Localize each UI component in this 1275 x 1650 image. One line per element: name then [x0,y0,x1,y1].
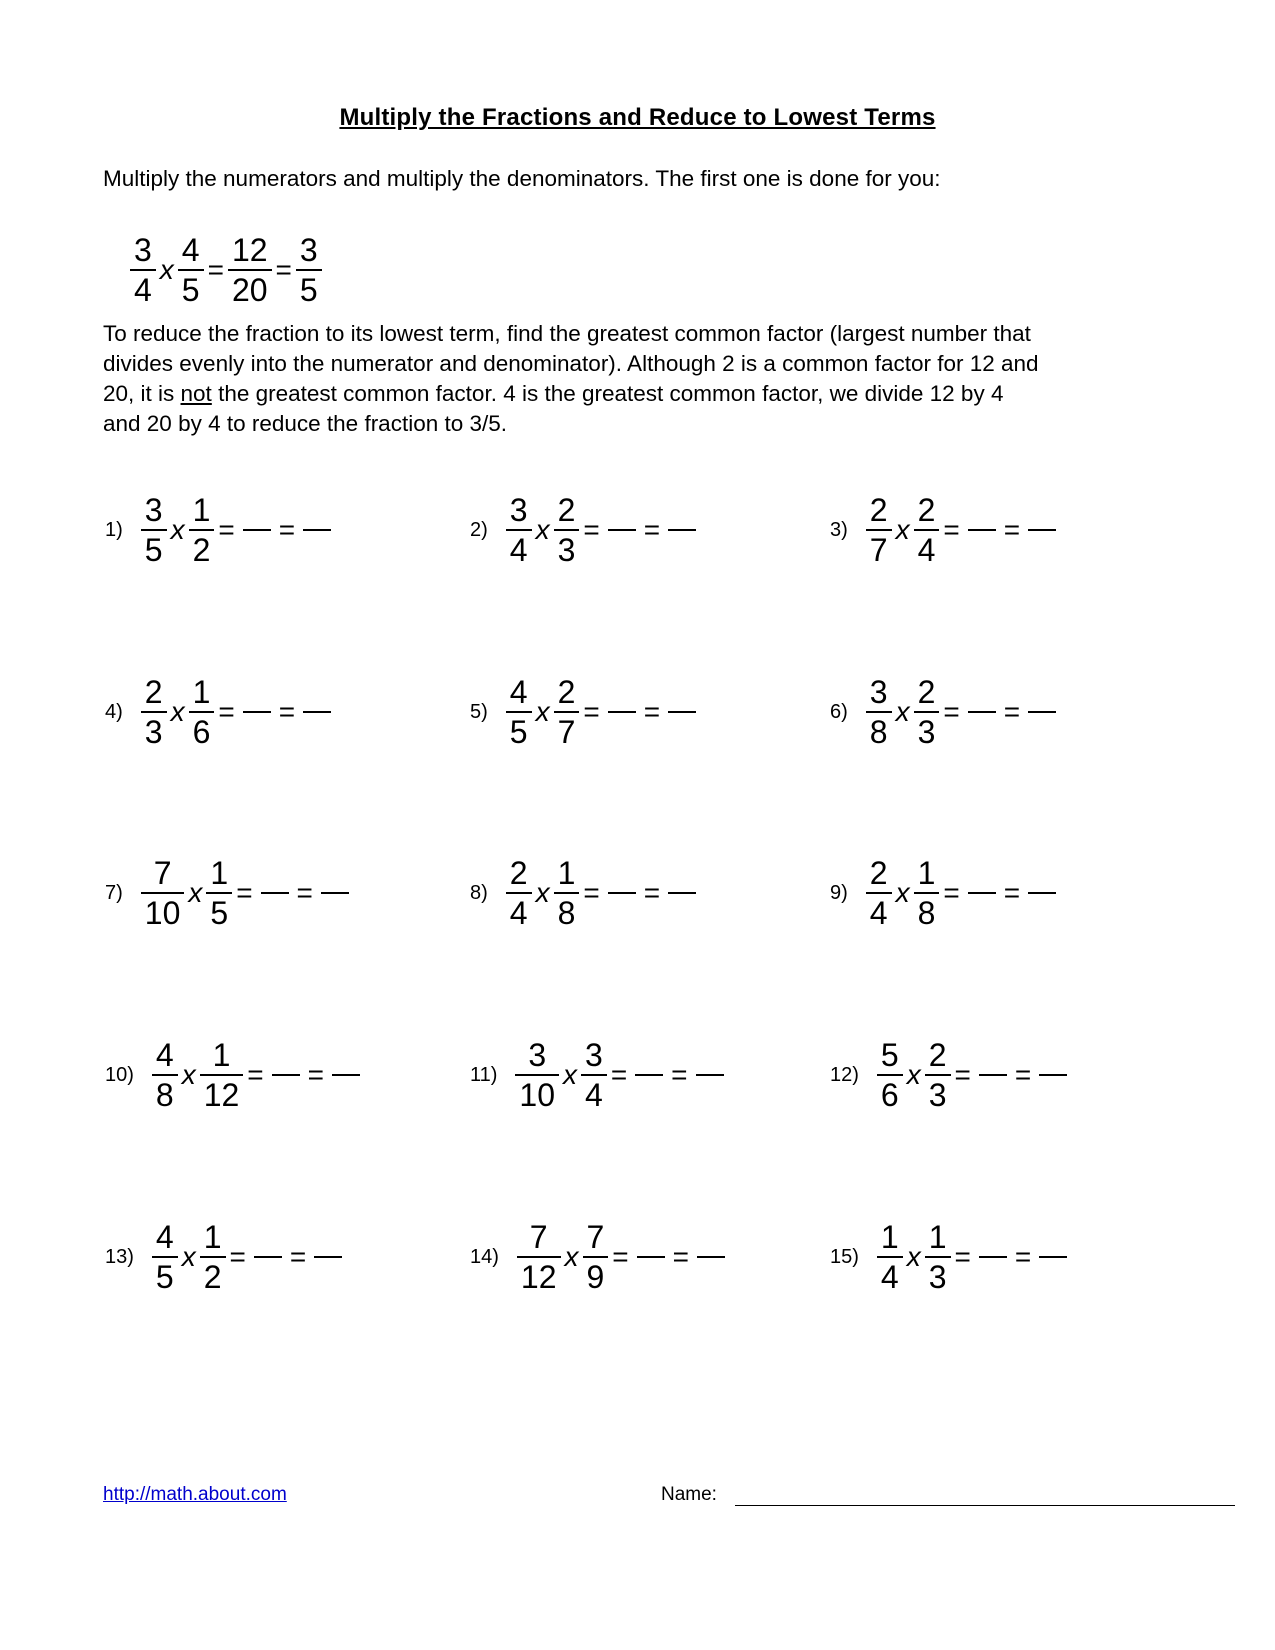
times-sign: x [563,1059,578,1090]
answer-blank[interactable] [332,1074,360,1075]
equals-sign: = [247,1059,264,1090]
answer-blank[interactable] [979,1256,1007,1257]
fraction-a: $\frac{3}{10}$ [515,1036,559,1113]
fraction-b: $\frac{1}{12}$ [200,1036,244,1113]
fraction-b: $\frac{1}{8}$ [554,854,580,931]
fraction-a: $\frac{2}{3}$ [141,673,167,750]
equals-sign: = [671,1059,688,1090]
times-sign: x [181,1241,196,1272]
fraction-b: $\frac{2}{7}$ [554,673,580,750]
source-link[interactable]: http://math.about.com [103,1484,287,1505]
answer-blank[interactable] [637,1256,665,1257]
explanation-paragraph: To reduce the fraction to its lowest term, find the greatest common factor (largest number that divides evenly into the numerator and denominator). Although 2 is a common factor for 12 and 20, it is not the greatest common factor. 4 is the greatest common factor, we divide 12 by 4 and 20 by 4 to reduce the fraction to 3/5. [103,321,1039,436]
equals-sign: = [583,514,600,545]
answer-blank[interactable] [254,1256,282,1257]
problem-15 [830,1207,1071,1307]
problem-1 [105,480,335,580]
answer-blank[interactable] [243,711,271,712]
problem-3 [830,480,1060,580]
answer-blank[interactable] [1028,711,1056,712]
equals-sign: = [1003,877,1021,908]
worked-example [130,220,322,320]
fraction-a: $\frac{7}{12}$ [517,1218,561,1295]
answer-blank[interactable] [1039,1074,1067,1075]
equals-sign: = [943,696,960,727]
problem-number: 9) [830,881,848,904]
times-sign: x [170,696,185,727]
answer-blank[interactable] [968,892,996,893]
answer-blank[interactable] [608,529,636,530]
page-title: Multiply the Fractions and Reduce to Lowest Terms [339,104,936,131]
answer-blank[interactable] [243,529,271,530]
problem-4 [105,662,335,762]
times-sign: x [181,1059,196,1090]
times-sign: x [906,1241,921,1272]
problem-5 [470,662,700,762]
equals-sign: = [583,696,600,727]
problem-number: 2) [470,518,488,541]
problem-number: 7) [105,881,123,904]
problem-number: 14) [470,1245,499,1268]
fraction-b: $\frac{1}{2}$ [200,1218,226,1295]
equals-sign: = [207,254,224,285]
problem-number: 1) [105,518,123,541]
problem-number: 3) [830,518,848,541]
answer-blank[interactable] [697,1256,725,1257]
answer-blank[interactable] [303,529,331,530]
problem-number: 11) [470,1063,498,1086]
answer-blank[interactable] [272,1074,300,1075]
problem-6 [830,662,1060,762]
times-sign: x [895,877,910,908]
fraction-b: $\frac{2}{4}$ [914,491,940,568]
equals-sign: = [643,877,661,908]
problem-11 [470,1025,728,1125]
problem-number: 6) [830,700,848,723]
equals-sign: = [289,1241,307,1272]
equals-sign: = [954,1241,971,1272]
times-sign: x [895,696,910,727]
answer-blank[interactable] [668,892,696,893]
equals-sign: = [943,877,960,908]
name-label: Name: [661,1484,717,1505]
problem-2 [470,480,700,580]
answer-blank[interactable] [968,711,996,712]
problem-number: 8) [470,881,488,904]
equals-sign: = [218,514,235,545]
problem-number: 15) [830,1245,859,1268]
fraction-a: $\frac{2}{7}$ [866,491,892,568]
problem-number: 4) [105,700,123,723]
example-fraction-2: $\frac{4}{5}$ [178,231,204,308]
example-product: $\frac{12}{20}$ [228,231,272,308]
problem-number: 13) [105,1245,134,1268]
equals-sign: = [943,514,960,545]
answer-blank[interactable] [1028,892,1056,893]
times-sign: x [159,254,174,285]
times-sign: x [535,696,550,727]
problem-12 [830,1025,1071,1125]
problem-number: 12) [830,1063,859,1086]
problem-number: 5) [470,700,488,723]
fraction-b: $\frac{7}{9}$ [583,1218,609,1295]
answer-blank[interactable] [608,892,636,893]
fraction-b: $\frac{1}{2}$ [189,491,215,568]
answer-blank[interactable] [261,892,289,893]
equals-sign: = [954,1059,971,1090]
fraction-b: $\frac{1}{5}$ [206,854,232,931]
problem-10 [105,1025,364,1125]
times-sign: x [906,1059,921,1090]
problem-8 [470,843,700,943]
answer-blank[interactable] [668,529,696,530]
equals-sign: = [278,514,296,545]
fraction-a: $\frac{1}{4}$ [877,1218,903,1295]
times-sign: x [170,514,185,545]
answer-blank[interactable] [968,529,996,530]
equals-sign: = [296,877,313,908]
fraction-a: $\frac{3}{4}$ [506,491,532,568]
equals-sign: = [278,696,296,727]
fraction-a: $\frac{4}{5}$ [506,673,532,750]
equals-sign: = [643,514,661,545]
problem-9 [830,843,1060,943]
equals-sign: = [236,877,253,908]
equals-sign: = [672,1241,690,1272]
fraction-a: $\frac{4}{5}$ [152,1218,178,1295]
equals-sign: = [612,1241,629,1272]
fraction-b: $\frac{1}{6}$ [189,673,215,750]
equals-sign: = [610,1059,628,1090]
fraction-b: $\frac{2}{3}$ [914,673,940,750]
fraction-b: $\frac{3}{4}$ [581,1036,607,1113]
times-sign: x [535,877,550,908]
fraction-a: $\frac{7}{10}$ [141,854,185,931]
answer-blank[interactable] [696,1074,724,1075]
fraction-b: $\frac{1}{8}$ [914,854,940,931]
fraction-b: $\frac{2}{3}$ [554,491,580,568]
answer-blank[interactable] [1039,1256,1067,1257]
fraction-b: $\frac{2}{3}$ [925,1036,951,1113]
equals-sign: = [275,254,292,285]
answer-blank[interactable] [635,1074,663,1075]
equals-sign: = [218,696,235,727]
equals-sign: = [307,1059,325,1090]
fraction-a: $\frac{3}{5}$ [141,491,167,568]
fraction-a: $\frac{3}{8}$ [866,673,892,750]
answer-blank[interactable] [608,711,636,712]
equals-sign: = [583,877,600,908]
equals-sign: = [1003,696,1021,727]
equals-sign: = [643,696,661,727]
fraction-a: $\frac{2}{4}$ [506,854,532,931]
answer-blank[interactable] [321,892,349,893]
answer-blank[interactable] [1028,529,1056,530]
name-field-line[interactable] [735,1505,1235,1506]
fraction-a: $\frac{2}{4}$ [866,854,892,931]
problem-number: 10) [105,1063,134,1086]
equals-sign: = [1003,514,1021,545]
example-reduced: $\frac{3}{5}$ [296,231,322,308]
underlined-not: not [180,381,212,406]
fraction-b: $\frac{1}{3}$ [925,1218,951,1295]
equals-sign: = [1014,1059,1032,1090]
answer-blank[interactable] [314,1256,342,1257]
answer-blank[interactable] [668,711,696,712]
fraction-a: $\frac{5}{6}$ [877,1036,903,1113]
equals-sign: = [229,1241,246,1272]
instruction-text: Multiply the numerators and multiply the denominators. The first one is done for you: [103,166,941,191]
problem-13 [105,1207,346,1307]
problem-14 [470,1207,729,1307]
times-sign: x [564,1241,579,1272]
times-sign: x [188,877,203,908]
equals-sign: = [1014,1241,1032,1272]
times-sign: x [535,514,550,545]
times-sign: x [895,514,910,545]
problem-7 [105,843,353,943]
answer-blank[interactable] [303,711,331,712]
example-fraction-1: $\frac{3}{4}$ [130,231,156,308]
answer-blank[interactable] [979,1074,1007,1075]
fraction-a: $\frac{4}{8}$ [152,1036,178,1113]
